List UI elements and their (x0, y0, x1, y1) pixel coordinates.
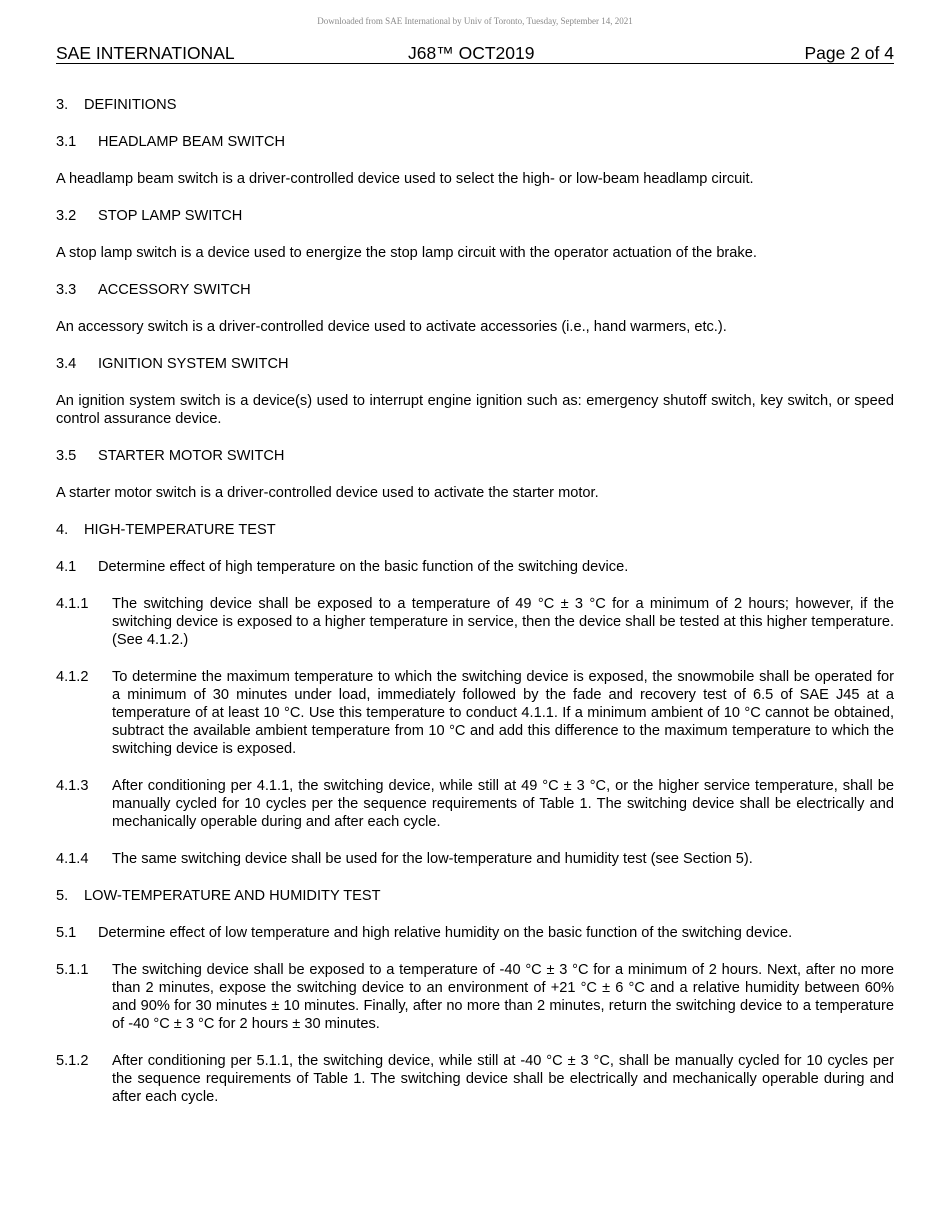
section-heading: 4. HIGH-TEMPERATURE TEST (56, 522, 276, 538)
header-page-number: Page 2 of 4 (804, 43, 894, 63)
numbered-clause: 4.1.1 The switching device shall be exposed to a temperature of 49 °C ± 3 °C for a minimum of 2 hours; however, if the switching device is exposed to a higher temperature in service, then the device shall be tested at this higher temperature. (See 4.1.2.) (56, 596, 894, 648)
section-heading: 3. DEFINITIONS (56, 97, 177, 113)
page-header (56, 44, 894, 64)
document-body (56, 96, 894, 1125)
paragraph: A headlamp beam switch is a driver-controlled device used to select the high- or low-beam headlamp circuit. (56, 171, 754, 187)
paragraph: A starter motor switch is a driver-controlled device used to activate the starter motor. (56, 485, 599, 501)
subsection-heading: 3.1 HEADLAMP BEAM SWITCH (56, 134, 286, 150)
subsection-heading: 3.5 STARTER MOTOR SWITCH (56, 448, 285, 464)
numbered-clause: 4.1.2 To determine the maximum temperature to which the switching device is exposed, the snowmobile shall be operated for a minimum of 30 minutes under load, immediately followed by the fade and recovery test of 6.5 of SAE J45 at a temperature of at least 10 °C. Use this temperature to conduct 4.1.1. If a minimum ambient of 10 °C cannot be obtained, subtract the available ambient temperature from 10 °C and add this difference to the maximum temperature to which the switching device is exposed. (56, 669, 894, 757)
header-document-id: J68™ OCT2019 (408, 43, 535, 63)
header-organization: SAE INTERNATIONAL (56, 43, 235, 63)
paragraph: An accessory switch is a driver-controlled device used to activate accessories (i.e., hand warmers, etc.). (56, 319, 727, 335)
subsection-heading: 3.3 ACCESSORY SWITCH (56, 282, 251, 298)
section-heading: 5. LOW-TEMPERATURE AND HUMIDITY TEST (56, 888, 381, 904)
download-watermark: Downloaded from SAE International by Univ of Toronto, Tuesday, September 14, 2021 (317, 16, 633, 26)
numbered-clause: 5.1.1 The switching device shall be exposed to a temperature of -40 °C ± 3 °C for a minimum of 2 hours. Next, after no more than 2 minutes, expose the switching device to an environment of +21 °C ± 6 °C and a relative humidity between 60% and 90% for 30 minutes ± 10 minutes. Finally, after no more than 2 minutes, return the switching device to a temperature of -40 °C ± 3 °C for 2 hours ± 30 minutes. (56, 962, 894, 1032)
paragraph: A stop lamp switch is a device used to energize the stop lamp circuit with the operator actuation of the brake. (56, 245, 757, 261)
subsection-heading: 3.4 IGNITION SYSTEM SWITCH (56, 356, 289, 372)
subsection-heading: 5.1 Determine effect of low temperature and high relative humidity on the basic function of the switching device. (56, 925, 793, 941)
numbered-clause: 4.1.4 The same switching device shall be used for the low-temperature and humidity test (see Section 5). (56, 851, 753, 867)
subsection-heading: 3.2 STOP LAMP SWITCH (56, 208, 243, 224)
numbered-clause: 4.1.3 After conditioning per 4.1.1, the switching device, while still at 49 °C ± 3 °C, or the higher service temperature, shall be manually cycled for 10 cycles per the sequence requirements of Table 1. The switching device shall be electrically and mechanically operable during and after each cycle. (56, 778, 894, 830)
numbered-clause: 5.1.2 After conditioning per 5.1.1, the switching device, while still at -40 °C ± 3 °C, shall be manually cycled for 10 cycles per the sequence requirements of Table 1. The switching device shall be electrically and mechanically operable during and after each cycle. (56, 1053, 894, 1105)
paragraph: An ignition system switch is a device(s) used to interrupt engine ignition such as: emergency shutoff switch, key switch, or speed control assurance device. (56, 393, 894, 427)
subsection-heading: 4.1 Determine effect of high temperature on the basic function of the switching device. (56, 559, 629, 575)
